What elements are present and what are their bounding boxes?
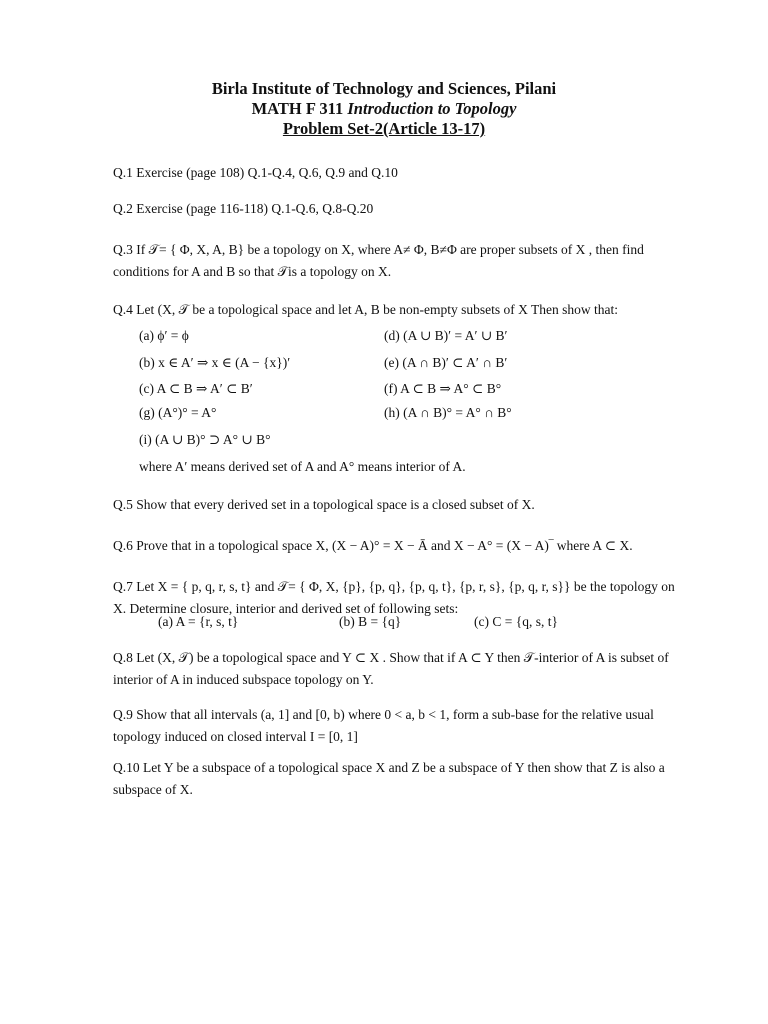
question-9-line-2: topology induced on closed interval I = [0, 1] [113,729,358,744]
question-7-line-1: Q.7 Let X = { p, q, r, s, t} and 𝒯= { Φ, X, {p}, {p, q}, {p, q, t}, {p, r, s}, {p, q, r, s}} be the topology on [113,579,675,594]
question-8-line-2: interior of A in induced subspace topology on Y. [113,672,374,687]
question-10-line-2: subspace of X. [113,782,193,797]
question-2: Q.2 Exercise (page 116-118) Q.1-Q.6, Q.8-Q.20 [113,201,374,216]
document-header [0,79,768,139]
question-8 [113,647,753,691]
institute-name: Birla Institute of Technology and Sciences, Pilani [211,79,557,98]
question-3 [113,239,753,283]
question-5: Q.5 Show that every derived set in a topological space is a closed subset of X. [113,497,535,512]
question-8-line-1: Q.8 Let (X, 𝒯) be a topological space and Y ⊂ X . Show that if A ⊂ Y then 𝒯-interior of A is subset of [113,650,669,665]
question-4-part-a: (a) ϕ′ = ϕ [139,328,189,343]
question-9 [113,704,753,748]
question-1: Q.1 Exercise (page 108) Q.1-Q.4, Q.6, Q.9 and Q.10 [113,165,398,180]
course-title: Introduction to Topology [347,99,517,118]
question-10 [113,757,753,801]
question-9-line-1: Q.9 Show that all intervals (a, 1] and [0, b) where 0 < a, b < 1, form a sub-base for the relative usual [113,707,654,722]
course-line [0,99,768,119]
question-4-part-f: (f) A ⊂ B ⇒ A° ⊂ B° [384,381,502,396]
question-4-part-i: (i) (A ∪ B)° ⊃ A° ∪ B° [139,432,271,447]
question-4-where: where A′ means derived set of A and A° means interior of A. [139,459,466,474]
course-code: MATH F 311 [251,99,344,118]
question-7-set-b: (b) B = {q} [339,614,402,629]
question-4-part-d: (d) (A ∪ B)′ = A′ ∪ B′ [384,328,508,343]
question-3-line-2: conditions for A and B so that 𝒯is a topology on X. [113,264,392,279]
problem-set-title: Problem Set-2(Article 13-17) [282,119,486,138]
question-3-line-1: Q.3 If 𝒯= { Φ, X, A, B} be a topology on X, where A≠ Φ, B≠Φ are proper subsets of X , then find [113,242,644,257]
question-10-line-1: Q.10 Let Y be a subspace of a topological space X and Z be a subspace of Y then show that Z is also a [113,760,665,775]
question-7-set-a: (a) A = {r, s, t} [158,614,239,629]
question-4-part-b: (b) x ∈ A′ ⇒ x ∈ (A − {x})′ [139,355,291,370]
question-4-part-g: (g) (A°)° = A° [139,405,217,420]
question-6: Q.6 Prove that in a topological space X, (X − A)° = X − Ā and X − A° = (X − A)‾ where A ⊂ X. [113,538,633,553]
question-4-part-e: (e) (A ∩ B)′ ⊂ A′ ∩ B′ [384,355,508,370]
question-4-part-c: (c) A ⊂ B ⇒ A′ ⊂ B′ [139,381,253,396]
question-7-line-2: X. Determine closure, interior and derived set of following sets: [113,601,459,616]
question-4-part-h: (h) (A ∩ B)° = A° ∩ B° [384,405,512,420]
question-7-set-c: (c) C = {q, s, t} [474,614,558,629]
question-4-intro: Q.4 Let (X, 𝒯 be a topological space and let A, B be non-empty subsets of X Then show that: [113,302,618,317]
